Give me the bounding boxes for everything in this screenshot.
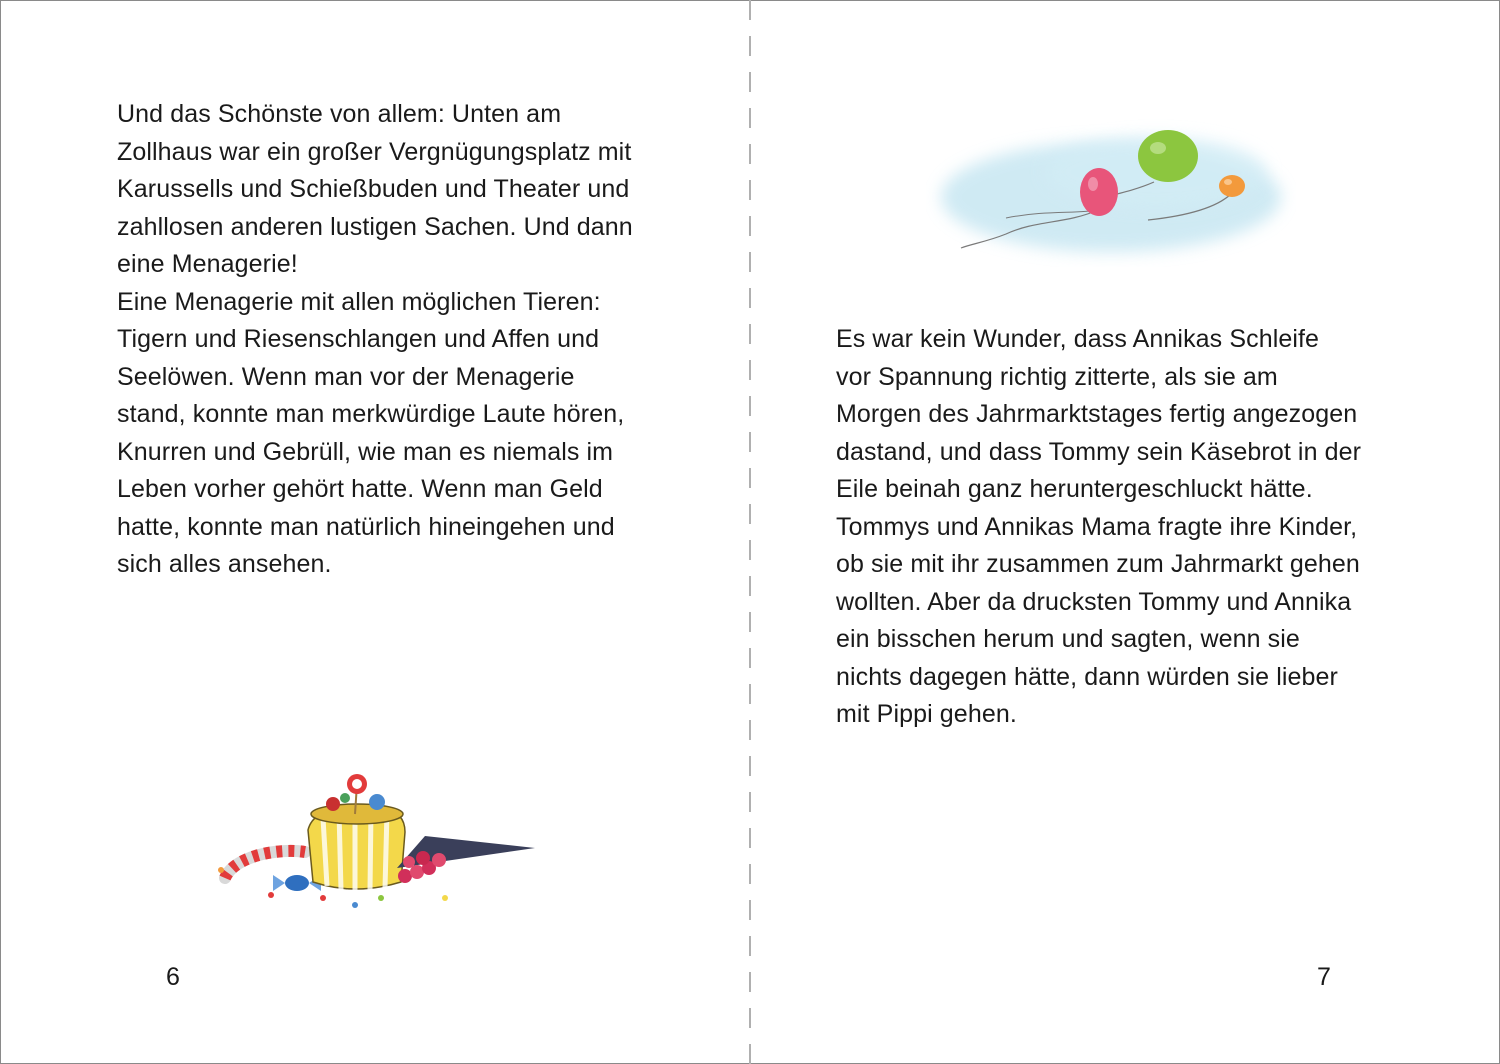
left-page-number: 6 [166, 963, 180, 991]
right-page [751, 0, 1500, 1064]
right-page-paragraph: Es war kein Wunder, dass Annikas Schleife vor Spannung richtig zitterte, als sie am Morgen des Jahrmarktstages fertig angezogen dastand, und dass Tommy sein Käsebrot in der Eile beinah ganz heruntergeschluckt hätte. Tommys und Annikas Mama fragte ihre Kinder, ob sie mit ihr zusammen zum Jahrmarkt gehen wollten. Aber da drucksten Tommy und Annika ein bisschen herum und sagten, wenn sie nichts dagegen hätte, dann würden sie lieber mit Pippi gehen. [836, 325, 1362, 728]
right-page-number: 7 [1317, 963, 1331, 991]
left-page [0, 0, 749, 1064]
balloons-illustration [926, 112, 1296, 267]
candy-bag-illustration [205, 770, 550, 920]
left-page-paragraph: Und das Schönste von allem: Unten am Zollhaus war ein großer Vergnügungsplatz mit Karussells und Schießbuden und Theater und zahllosen anderen lustigen Sachen. Und dann eine Menagerie! Eine Menagerie mit allen möglichen Tieren: Tigern und Riesenschlangen und Affen und Seelöwen. Wenn man vor der Menagerie stand, konnte man merkwürdige Laute hören, Knurren und Gebrüll, wie man es niemals im Leben vorher gehört hatte. Wenn man Geld hatte, konnte man natürlich hineingehen und sich alles ansehen. [117, 100, 633, 578]
